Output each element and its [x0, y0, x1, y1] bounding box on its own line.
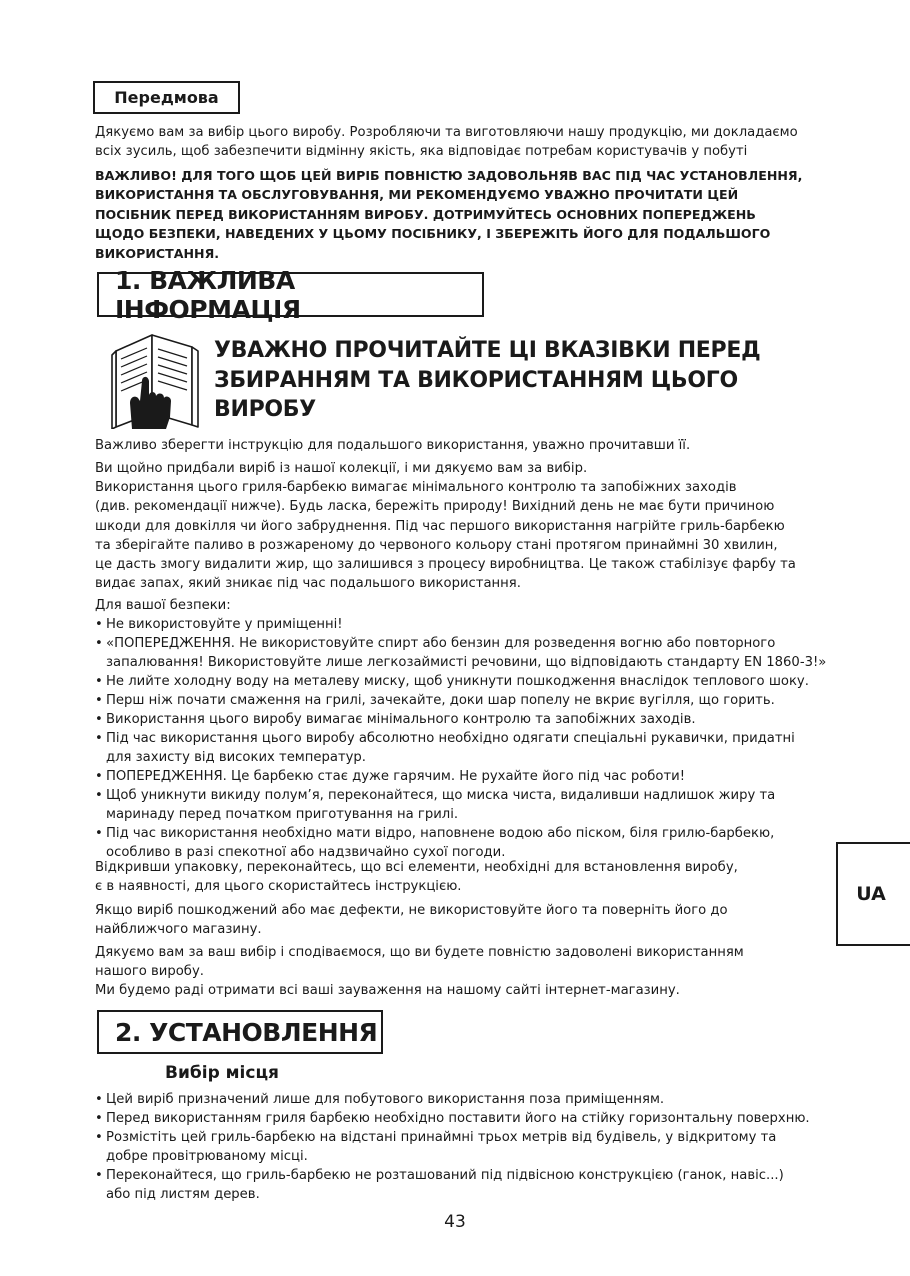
preface-warning	[95, 166, 802, 263]
keep-line: Важливо зберегти інструкцію для подальшого використання, уважно прочитавши її.	[95, 438, 691, 453]
safety-list	[95, 615, 826, 862]
read-heading-line: ВИРОБУ	[214, 397, 316, 422]
damaged-line: Якщо виріб пошкоджений або має дефекти, не використовуйте його та поверніть його до	[95, 903, 728, 918]
list-item: • «ПОПЕРЕДЖЕННЯ. Не використовуйте спирт або бензин для розведення вогню або повторного запалювання! Використовуйте лише легкозаймисті речовини, що відповідають стандарту EN 1860-3!»	[95, 634, 826, 672]
damaged-line: найближчого магазину.	[95, 922, 262, 938]
thanks-line: Ми будемо раді отримати всі ваші зауваження на нашому сайті інтернет-магазину.	[95, 983, 680, 999]
preface-title: Передмова	[114, 88, 219, 107]
list-item: • Перед використанням гриля барбекю необхідно поставити його на стійку горизонтальну поверхню.	[95, 1109, 810, 1128]
location-section	[95, 1090, 810, 1204]
list-item: • ПОПЕРЕДЖЕННЯ. Це барбекю стає дуже гарячим. Не рухайте його під час роботи!	[95, 767, 826, 786]
preface-text	[95, 123, 798, 161]
safety-section	[95, 596, 826, 862]
intro-line: Ви щойно придбали виріб із нашої колекції, і ми дякуємо вам за вибір.	[95, 461, 588, 476]
section2-title: 2. УСТАНОВЛЕННЯ	[115, 1017, 378, 1047]
location-subheading: Вибір місця	[165, 1063, 279, 1083]
preface-line: Дякуємо вам за вибір цього виробу. Розробляючи та виготовляючи нашу продукцію, ми докладаємо	[95, 125, 798, 140]
preface-title-box	[93, 81, 240, 114]
unpack-line: є в наявності, для цього скористайтесь інструкцією.	[95, 879, 462, 895]
location-list	[95, 1090, 810, 1204]
intro-line: шкоди для довкілля чи його забруднення. Під час першого використання нагрійте гриль-барбекю	[95, 518, 785, 534]
intro-line: Використання цього гриля-барбекю вимагає мінімального контролю та запобіжних заходів	[95, 480, 737, 496]
safety-label: Для вашої безпеки:	[95, 598, 231, 613]
keep-instructions-text	[95, 436, 690, 455]
list-item: • Розмістіть цей гриль-барбекю на відстані принаймні трьох метрів від будівель, у відкритому та добре провітрюваному місці.	[95, 1128, 810, 1166]
list-item: • Не лийте холодну воду на металеву миску, щоб уникнути пошкодження внаслідок теплового шоку.	[95, 672, 826, 691]
list-item: • Під час використання необхідно мати відро, наповнене водою або піском, біля грилю-барбекю, особливо в разі спекотної або надзвичайно сухої погоди.	[95, 824, 826, 862]
warning-line: ВИКОРИСТАННЯ.	[95, 245, 220, 261]
warning-line: ЩОДО БЕЗПЕКИ, НАВЕДЕНИХ У ЦЬОМУ ПОСІБНИКУ, І ЗБЕРЕЖІТЬ ЙОГО ДЛЯ ПОДАЛЬШОГО	[95, 226, 771, 242]
damaged-paragraph	[95, 901, 728, 939]
section1-title: 1. ВАЖЛИВА ІНФОРМАЦІЯ	[115, 265, 301, 324]
thanks-line: Дякуємо вам за ваш вибір і сподіваємося, що ви будете повністю задоволені використанням	[95, 945, 744, 960]
unpack-paragraph	[95, 858, 738, 896]
intro-paragraph	[95, 459, 796, 593]
unpack-line: Відкривши упаковку, переконайтесь, що всі елементи, необхідні для встановлення виробу,	[95, 860, 738, 875]
language-tab	[836, 842, 910, 946]
intro-line: та зберігайте паливо в розжареному до червоного кольору стані протягом принаймні 30 хвилин,	[95, 537, 778, 553]
warning-line: ВИКОРИСТАННЯ ТА ОБСЛУГОВУВАННЯ, МИ РЕКОМЕНДУЄМО УВАЖНО ПРОЧИТАТИ ЦЕЙ	[95, 187, 739, 203]
list-item: • Переконайтеся, що гриль-барбекю не розташований під підвісною конструкцією (ганок, навіс...) або під листям дерев.	[95, 1166, 810, 1204]
language-tab-label: UA	[856, 883, 886, 905]
thanks-line: нашого виробу.	[95, 964, 204, 980]
section2-title-box	[97, 1010, 383, 1054]
read-manual-icon	[108, 329, 204, 429]
intro-line: видає запах, який зникає під час подальшого використання.	[95, 576, 521, 592]
read-instructions-heading	[214, 336, 760, 425]
list-item: • Використання цього виробу вимагає мінімального контролю та запобіжних заходів.	[95, 710, 826, 729]
read-heading-line: УВАЖНО ПРОЧИТАЙТЕ ЦІ ВКАЗІВКИ ПЕРЕД	[214, 338, 761, 363]
read-heading-line: ЗБИРАННЯМ ТА ВИКОРИСТАННЯМ ЦЬОГО	[214, 367, 738, 393]
warning-line: ПОСІБНИК ПЕРЕД ВИКОРИСТАННЯМ ВИРОБУ. ДОТРИМУЙТЕСЬ ОСНОВНИХ ПОПЕРЕДЖЕНЬ	[95, 206, 756, 222]
intro-line: (див. рекомендації нижче). Будь ласка, бережіть природу! Вихідний день не має бути причиною	[95, 499, 775, 515]
preface-line: всіх зусиль, щоб забезпечити відмінну якість, яка відповідає потребам користувачів у побуті	[95, 144, 748, 160]
section1-title-box	[97, 265, 484, 324]
list-item: • Перш ніж почати смаження на грилі, зачекайте, доки шар попелу не вкриє вугілля, що горить.	[95, 691, 826, 710]
list-item: • Цей виріб призначений лише для побутового використання поза приміщенням.	[95, 1090, 810, 1109]
list-item: • Під час використання цього виробу абсолютно необхідно одягати спеціальні рукавички, придатні для захисту від високих температур.	[95, 729, 826, 767]
warning-line: ВАЖЛИВО! ДЛЯ ТОГО ЩОБ ЦЕЙ ВИРІБ ПОВНІСТЮ ЗАДОВОЛЬНЯВ ВАС ПІД ЧАС УСТАНОВЛЕННЯ,	[95, 168, 803, 183]
list-item: • Щоб уникнути викиду полум’я, переконайтеся, що миска чиста, видаливши надлишок жиру та маринаду перед початком приготування на грилі.	[95, 786, 826, 824]
list-item: • Не використовуйте у приміщенні!	[95, 615, 826, 634]
thanks-paragraph	[95, 943, 744, 1001]
intro-line: це дасть змогу видалити жир, що залишився з процесу виробництва. Це також стабілізує фарбу та	[95, 557, 796, 573]
page-number: 43	[444, 1212, 466, 1232]
